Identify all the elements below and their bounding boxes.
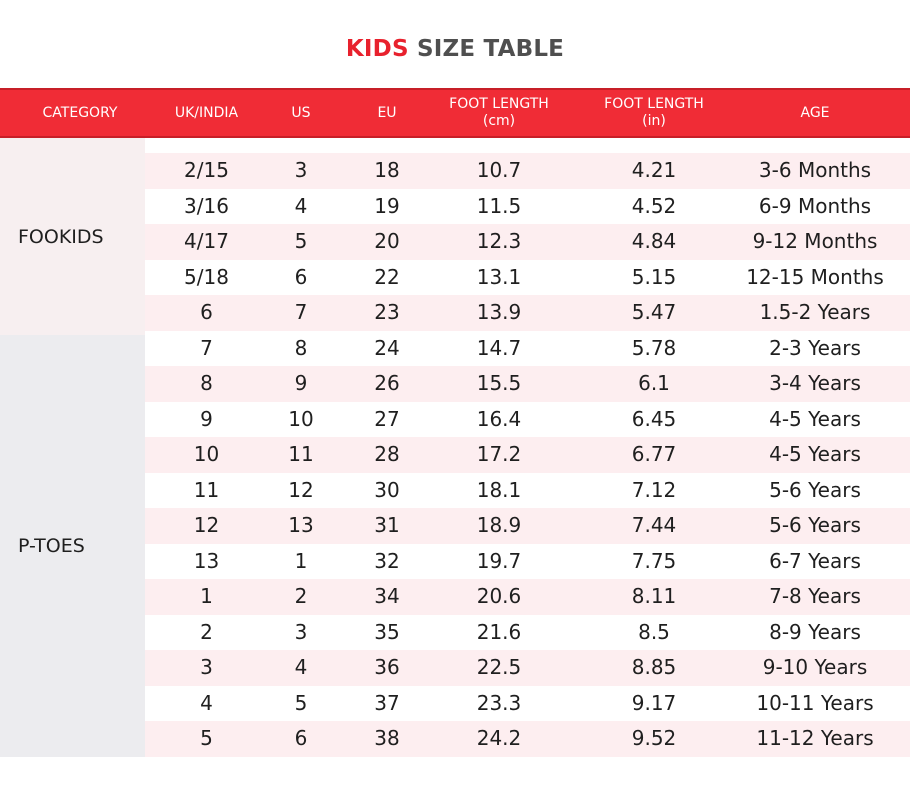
table-row [145,650,910,686]
cell-cm: 13.1 [476,264,522,289]
cell-uk: 11 [193,477,220,502]
header-foot-in-line2: (in) [642,113,666,129]
header-uk-india-label: UK/INDIA [174,104,239,121]
cell-uk: 5/18 [184,264,229,289]
cell-cm: 18.9 [476,513,522,537]
cell-age: 8-9 Years [769,619,861,644]
category-ptoes [0,335,145,757]
cell-cm: 20.6 [476,584,522,608]
cell-eu: 36 [374,655,400,679]
cell-eu: 32 [374,548,400,573]
cell-uk: 12 [193,513,220,537]
cell-uk: 3/16 [184,193,229,218]
title-accent: KIDS [345,36,409,62]
table-row [145,224,910,260]
cell-cm: 23.3 [476,690,522,715]
cell-uk: 4 [200,690,213,715]
cell-eu: 34 [374,584,400,608]
size-table-body [145,153,910,757]
cell-eu: 28 [374,442,400,466]
cell-cm: 17.2 [476,442,522,466]
table-row [145,260,910,296]
table-row [145,331,910,367]
cell-age: 9-10 Years [762,655,868,679]
cell-inch: 6.1 [638,371,670,395]
cell-eu: 35 [374,619,400,644]
cell-age: 4-5 Years [769,406,861,431]
cell-inch: 7.75 [631,548,677,573]
cell-inch: 4.52 [631,193,677,218]
cell-eu: 37 [374,690,400,715]
cell-uk: 3 [200,655,213,679]
header-category-label: CATEGORY [42,104,118,121]
cell-inch: 7.44 [631,513,677,537]
cell-cm: 16.4 [476,406,522,431]
cell-us: 6 [294,726,308,750]
cell-cm: 12.3 [476,229,522,253]
table-header [0,88,910,138]
cell-inch: 5.47 [631,300,677,324]
cell-uk: 6 [200,300,213,324]
cell-inch: 6.77 [631,442,677,466]
table-row [145,615,910,651]
cell-age: 5-6 Years [769,477,861,502]
cell-cm: 19.7 [476,548,522,573]
table-row [145,295,910,331]
cell-inch: 5.78 [631,335,677,360]
cell-eu: 18 [374,158,400,182]
cell-eu: 23 [374,300,400,324]
cell-age: 3-6 Months [758,158,872,182]
cell-us: 7 [294,300,308,324]
table-row [145,366,910,402]
cell-cm: 15.5 [476,371,522,395]
header-foot-in-line1: FOOT LENGTH [604,96,704,112]
table-row [145,686,910,722]
cell-cm: 21.6 [476,619,522,644]
cell-uk: 4/17 [184,229,229,253]
header-foot-length-cm [425,90,573,136]
cell-age: 3-4 Years [769,371,861,395]
header-eu-label: EU [377,104,397,121]
page-title [0,36,910,62]
cell-us: 5 [294,690,308,715]
cell-eu: 24 [374,335,400,360]
cell-age: 1.5-2 Years [759,300,871,324]
header-category [0,90,160,136]
table-row [145,153,910,189]
table-row [145,508,910,544]
cell-uk: 8 [200,371,213,395]
header-foot-cm-line1: FOOT LENGTH [449,96,549,112]
table-row [145,189,910,225]
table-row [145,402,910,438]
cell-uk: 2 [200,619,213,644]
cell-us: 12 [288,477,314,502]
header-foot-length-in [573,90,735,136]
cell-inch: 5.15 [631,264,677,289]
title-rest: SIZE TABLE [416,36,565,62]
header-uk-india [160,90,253,136]
table-row [145,437,910,473]
header-us [253,90,349,136]
cell-uk: 9 [200,406,213,431]
header-age-label: AGE [800,104,830,121]
cell-inch: 6.45 [631,406,677,431]
cell-cm: 11.5 [476,193,522,218]
cell-us: 9 [294,371,308,395]
cell-us: 1 [294,548,308,573]
cell-age: 11-12 Years [756,726,874,750]
cell-inch: 9.52 [631,726,677,750]
cell-uk: 5 [200,726,213,750]
cell-us: 8 [294,335,308,360]
cell-age: 6-7 Years [769,548,861,573]
cell-cm: 14.7 [476,335,522,360]
cell-uk: 10 [193,442,220,466]
cell-us: 10 [288,406,314,431]
cell-age: 10-11 Years [756,690,874,715]
cell-uk: 1 [200,584,213,608]
header-eu [349,90,425,136]
cell-cm: 13.9 [476,300,522,324]
cell-us: 2 [294,584,308,608]
header-foot-cm-line2: (cm) [482,113,516,129]
table-row [145,544,910,580]
cell-us: 13 [288,513,314,537]
cell-us: 3 [294,619,308,644]
cell-eu: 20 [374,229,400,253]
cell-cm: 24.2 [476,726,522,750]
cell-age: 4-5 Years [769,442,861,466]
category-ptoes-label: P-TOES [18,535,85,557]
cell-eu: 30 [374,477,400,502]
cell-eu: 19 [374,193,400,218]
cell-age: 12-15 Months [746,264,884,289]
cell-cm: 18.1 [476,477,522,502]
cell-age: 5-6 Years [769,513,861,537]
cell-us: 4 [294,655,308,679]
header-age [735,90,895,136]
table-row [145,721,910,757]
cell-age: 9-12 Months [752,229,878,253]
table-row [145,473,910,509]
cell-us: 3 [294,158,308,182]
cell-age: 7-8 Years [769,584,861,608]
header-us-label: US [291,104,311,121]
cell-us: 11 [288,442,314,466]
cell-uk: 7 [200,335,213,360]
cell-eu: 27 [374,406,400,431]
cell-eu: 26 [374,371,400,395]
cell-cm: 10.7 [476,158,522,182]
cell-inch: 7.12 [631,477,677,502]
cell-inch: 8.85 [631,655,677,679]
cell-inch: 4.84 [631,229,677,253]
cell-inch: 8.5 [638,619,670,644]
cell-age: 6-9 Months [758,193,872,218]
cell-uk: 2/15 [184,158,229,182]
cell-age: 2-3 Years [769,335,861,360]
category-fookids [0,138,145,335]
category-fookids-label: FOOKIDS [18,225,104,248]
cell-uk: 13 [193,548,220,573]
cell-eu: 38 [374,726,400,750]
cell-eu: 22 [374,264,400,289]
cell-us: 6 [294,264,308,289]
cell-eu: 31 [374,513,400,537]
cell-us: 5 [294,229,308,253]
cell-inch: 8.11 [631,584,677,608]
cell-inch: 9.17 [631,690,677,715]
cell-cm: 22.5 [476,655,522,679]
table-row [145,579,910,615]
cell-us: 4 [294,193,308,218]
cell-inch: 4.21 [631,158,677,182]
